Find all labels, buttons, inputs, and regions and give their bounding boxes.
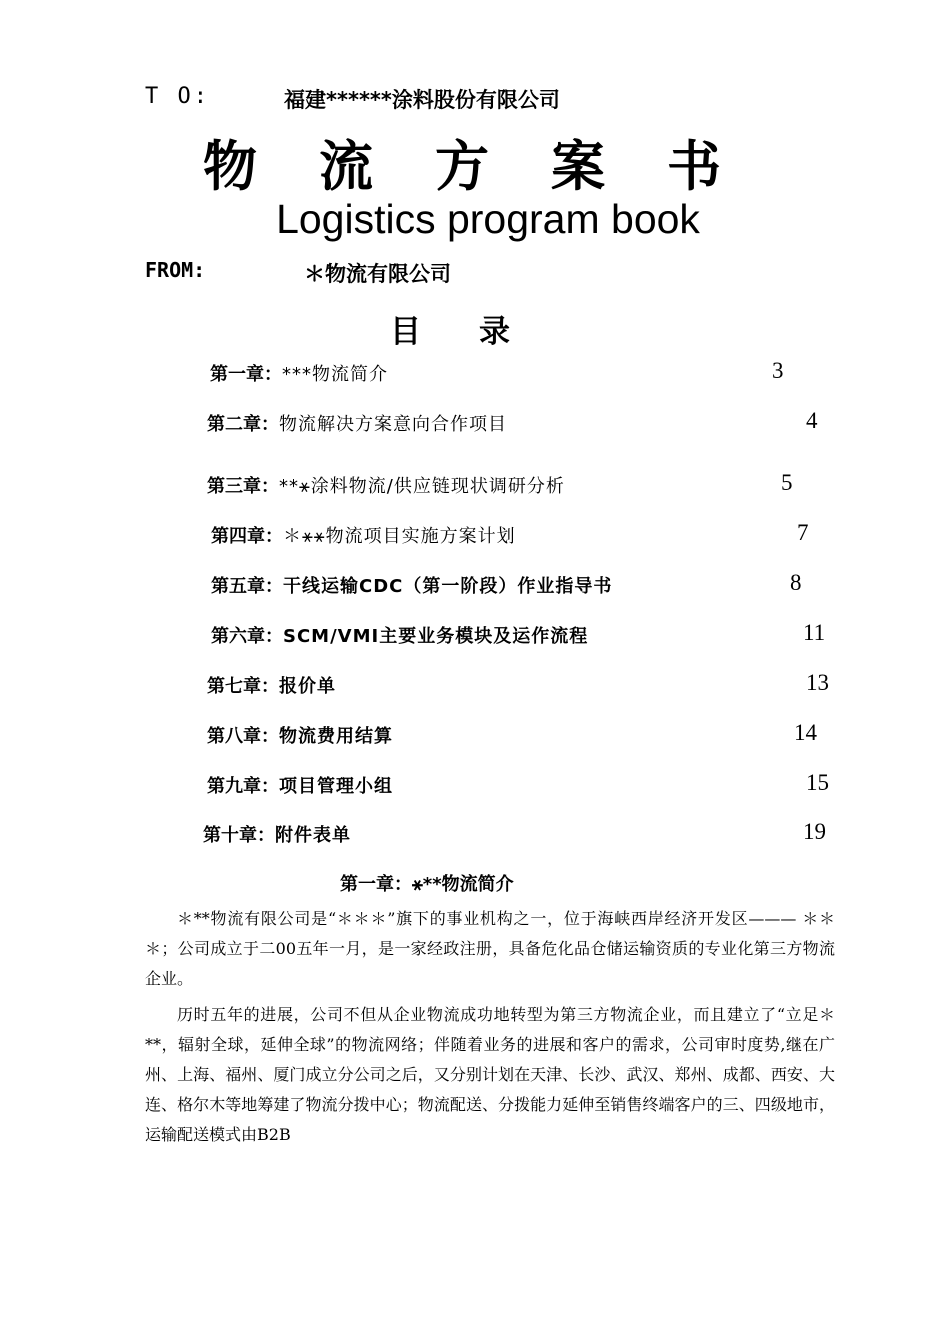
toc-entry[interactable] [211,572,612,602]
sender-company: ＊物流有限公司 [304,262,451,286]
toc-title: 物流费用结算 [279,726,393,747]
toc-page-number: 4 [806,408,818,433]
toc-page-number: 14 [794,720,817,745]
toc-heading: 目录 [390,314,568,350]
toc-entry[interactable] [207,672,336,702]
toc-page-number: 5 [781,470,793,495]
toc-entry[interactable] [210,360,388,390]
toc-chapter: 第六章： [211,626,283,647]
toc-entry[interactable] [207,410,507,440]
toc-page-number: 3 [772,358,784,383]
body-paragraph: ＊**物流有限公司是“＊＊＊”旗下的事业机构之一，位于海峡西岸经济开发区——— ＊＊＊；公司成立于二00五年一月，是一家经政注册，具备危化品仓储运输资质的专业化第三方物流企业。 [145,909,835,988]
toc-chapter: 第二章： [207,414,279,435]
toc-entry[interactable] [203,821,351,851]
toc-title: ***物流简介 [282,364,388,385]
recipient-company: 福建******涂料股份有限公司 [284,88,560,112]
toc-entry[interactable] [211,622,588,652]
toc-chapter: 第八章： [207,726,279,747]
toc-entry[interactable] [211,522,516,552]
toc-page-number: 11 [803,620,826,645]
toc-page-number: 8 [790,570,802,595]
toc-title: 附件表单 [275,825,351,846]
body-paragraph: 历时五年的进展，公司不但从企业物流成功地转型为第三方物流企业，而且建立了“立足＊**，辐射全球，延伸全球”的物流网络；伴随着业务的进展和客户的需求，公司审时度势,继在广州、上海、福州、厦门成立分公司之后，又分别计划在天津、长沙、武汉、郑州、成都、西安、大连、格尔木等地筹建了物流分拨中心；物流配送、分拨能力延伸至销售终端客户的三、四级地市，运输配送模式由B2B [145,1005,835,1144]
toc-entry[interactable] [207,722,393,752]
toc-page-number: 7 [797,520,809,545]
document-title: 物流方案书 [203,134,783,198]
toc-entry[interactable] [207,772,393,802]
document-subtitle: Logistics program book [276,196,700,242]
from-label: FROM: [145,258,206,282]
toc-chapter: 第一章： [210,364,282,385]
toc-title: SCM/VMI主要业务模块及运作流程 [283,626,589,647]
toc-chapter: 第十章： [203,825,275,846]
toc-chapter: 第三章： [207,476,279,497]
section-body [145,904,835,1156]
toc-title: 项目管理小组 [279,776,393,797]
to-label: T O: [145,84,210,109]
toc-chapter: 第五章： [211,576,283,597]
toc-title: 报价单 [279,676,336,697]
toc-page-number: 19 [803,819,826,844]
toc-page-number: 13 [806,670,829,695]
toc-page-number: 15 [806,770,829,795]
toc-title: 物流解决方案意向合作项目 [279,414,507,435]
toc-entry[interactable] [207,472,565,502]
section-heading: 第一章：⚹**物流简介 [340,874,514,895]
toc-chapter: 第七章： [207,676,279,697]
toc-title: ＊⚹⚹物流项目实施方案计划 [283,526,516,547]
toc-title: 干线运输CDC（第一阶段）作业指导书 [283,576,613,597]
toc-chapter: 第四章： [211,526,283,547]
toc-title: **⚹涂料物流/供应链现状调研分析 [279,476,565,497]
toc-chapter: 第九章： [207,776,279,797]
